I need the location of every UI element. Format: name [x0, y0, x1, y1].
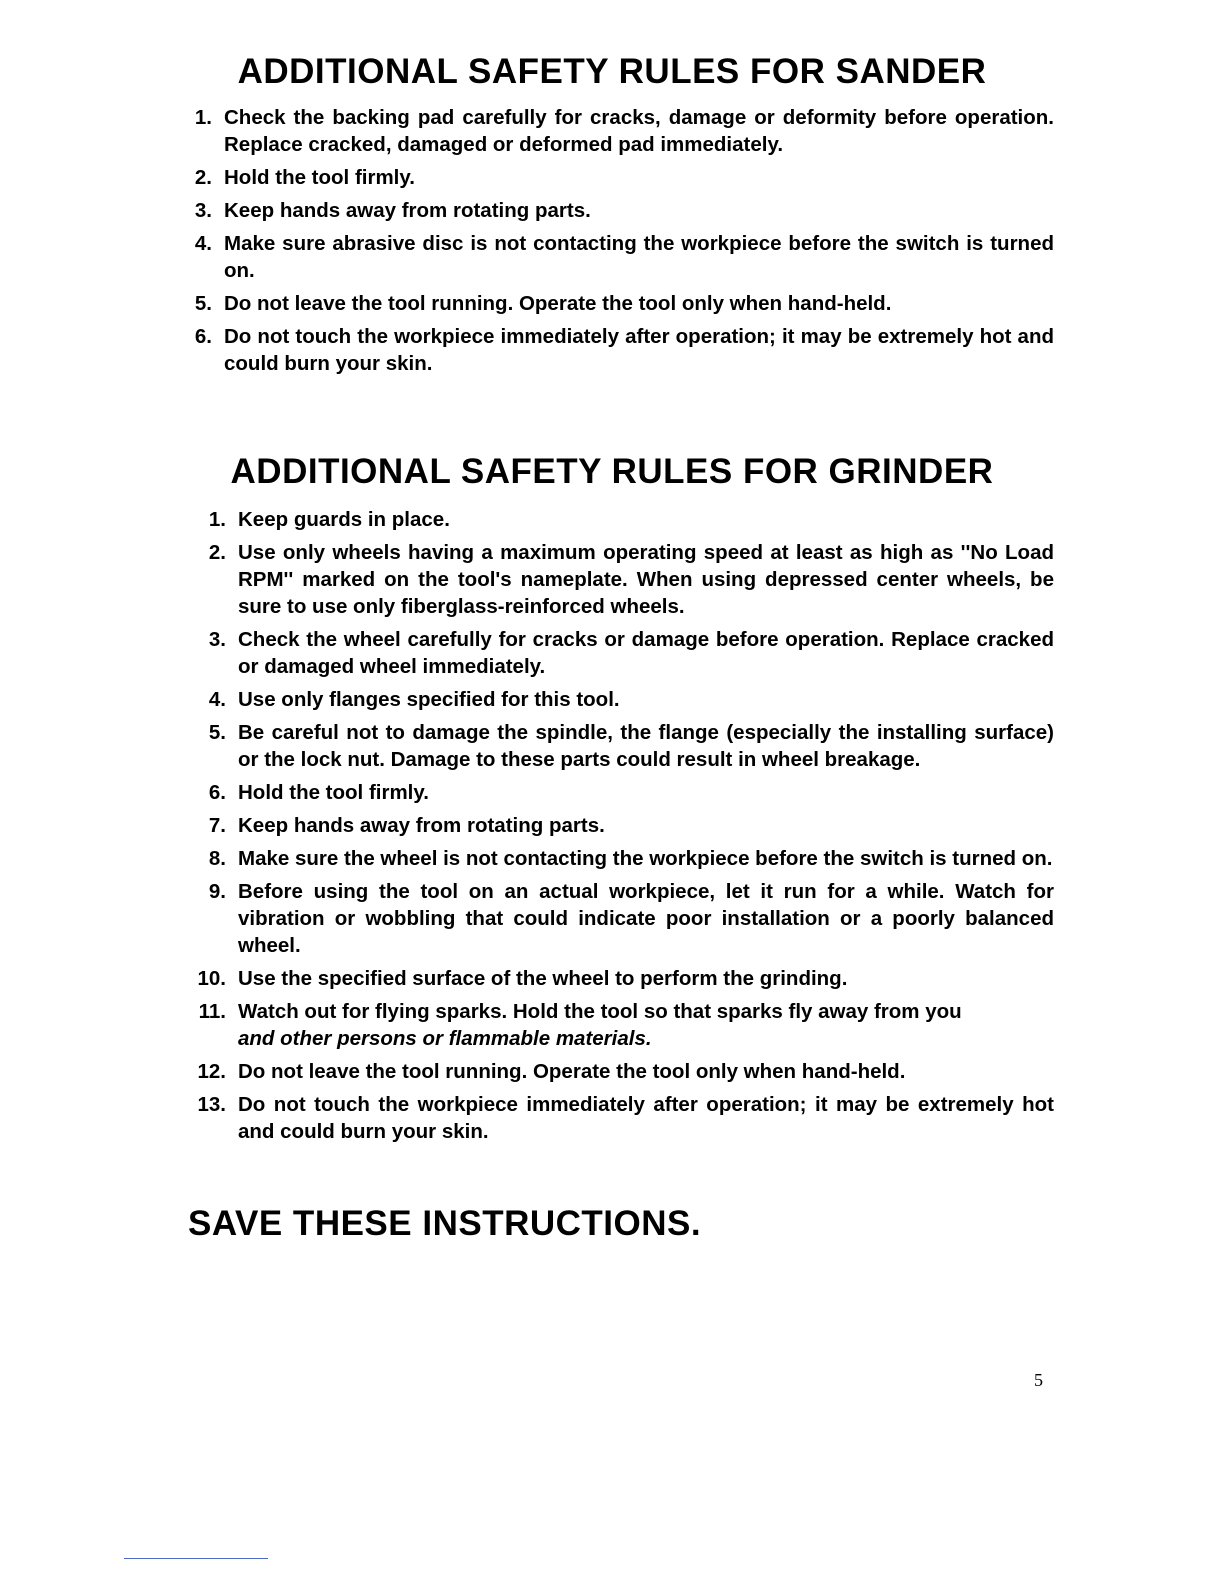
item-text: Use only wheels having a maximum operating speed at least as high as ''No Load RPM'' marked on the tool's nameplate. When using depressed center wheels, be sure to use only fiberglass-reinforced wheels.	[238, 541, 1054, 618]
list-item	[188, 812, 1054, 839]
list-item	[188, 197, 1054, 224]
grinder-section-title: ADDITIONAL SAFETY RULES FOR GRINDER	[230, 452, 994, 491]
item-text: Check the wheel carefully for cracks or damage before operation. Replace cracked or damaged wheel immediately.	[238, 628, 1054, 678]
item-number: 9.	[208, 880, 226, 903]
item-text-italic: and other persons or flammable materials.	[238, 1027, 652, 1050]
item-number: 12.	[197, 1060, 226, 1083]
item-text: Hold the tool firmly.	[238, 781, 429, 804]
item-text: Before using the tool on an actual workpiece, let it run for a while. Watch for vibration or wobbling that could indicate poor installation or a poorly balanced wheel.	[238, 880, 1054, 957]
list-item	[188, 779, 1054, 806]
item-text: Watch out for flying sparks. Hold the tool so that sparks fly away from you	[238, 1000, 962, 1023]
item-text: Do not leave the tool running. Operate the tool only when hand-held.	[238, 1060, 906, 1083]
item-text: Do not touch the workpiece immediately after operation; it may be extremely hot and could burn your skin.	[224, 325, 1054, 375]
list-item	[188, 506, 1054, 533]
list-item	[188, 878, 1054, 959]
item-number: 5.	[194, 292, 212, 315]
item-number: 1.	[208, 508, 226, 531]
item-number: 4.	[208, 688, 226, 711]
list-item	[188, 965, 1054, 992]
page-number: 5	[1034, 1370, 1043, 1390]
item-number: 13.	[197, 1093, 226, 1116]
item-number: 3.	[208, 628, 226, 651]
list-item	[188, 323, 1054, 377]
item-number: 2.	[194, 166, 212, 189]
item-text: Keep hands away from rotating parts.	[224, 199, 591, 222]
list-item	[188, 539, 1054, 620]
list-item	[188, 626, 1054, 680]
sander-section-title: ADDITIONAL SAFETY RULES FOR SANDER	[237, 52, 987, 91]
item-text: Be careful not to damage the spindle, the flange (especially the installing surface) or the lock nut. Damage to these parts could result in wheel breakage.	[238, 721, 1054, 771]
grinder-rules-list	[188, 506, 1054, 1151]
item-number: 1.	[194, 106, 212, 129]
item-text: Do not leave the tool running. Operate the tool only when hand-held.	[224, 292, 892, 315]
item-number: 8.	[208, 847, 226, 870]
list-item	[188, 230, 1054, 284]
item-number: 6.	[194, 325, 212, 348]
item-number: 3.	[194, 199, 212, 222]
list-item	[188, 998, 1054, 1052]
list-item	[188, 164, 1054, 191]
footer-rule	[124, 1558, 268, 1559]
item-number: 5.	[208, 721, 226, 744]
item-number: 10.	[197, 967, 226, 990]
item-number: 2.	[208, 541, 226, 564]
list-item	[188, 845, 1054, 872]
item-text: Do not touch the workpiece immediately after operation; it may be extremely hot and could burn your skin.	[238, 1093, 1054, 1143]
item-text: Hold the tool firmly.	[224, 166, 415, 189]
item-number: 7.	[208, 814, 226, 837]
item-text: Use the specified surface of the wheel to perform the grinding.	[238, 967, 848, 990]
list-item	[188, 686, 1054, 713]
list-item	[188, 290, 1054, 317]
item-text: Keep guards in place.	[238, 508, 450, 531]
sander-rules-list	[188, 104, 1054, 383]
list-item	[188, 1091, 1054, 1145]
list-item	[188, 1058, 1054, 1085]
list-item	[188, 104, 1054, 158]
save-instructions-heading: SAVE THESE INSTRUCTIONS.	[188, 1204, 702, 1243]
item-number: 4.	[194, 232, 212, 255]
item-number: 6.	[208, 781, 226, 804]
list-item	[188, 719, 1054, 773]
item-text: Use only flanges specified for this tool.	[238, 688, 620, 711]
item-text: Check the backing pad carefully for cracks, damage or deformity before operation. Replace cracked, damaged or deformed pad immediately.	[224, 106, 1054, 156]
item-text: Make sure the wheel is not contacting the workpiece before the switch is turned on.	[238, 847, 1053, 870]
item-number: 11.	[198, 1000, 226, 1023]
item-text: Keep hands away from rotating parts.	[238, 814, 605, 837]
item-text: Make sure abrasive disc is not contacting the workpiece before the switch is turned on.	[224, 232, 1054, 282]
